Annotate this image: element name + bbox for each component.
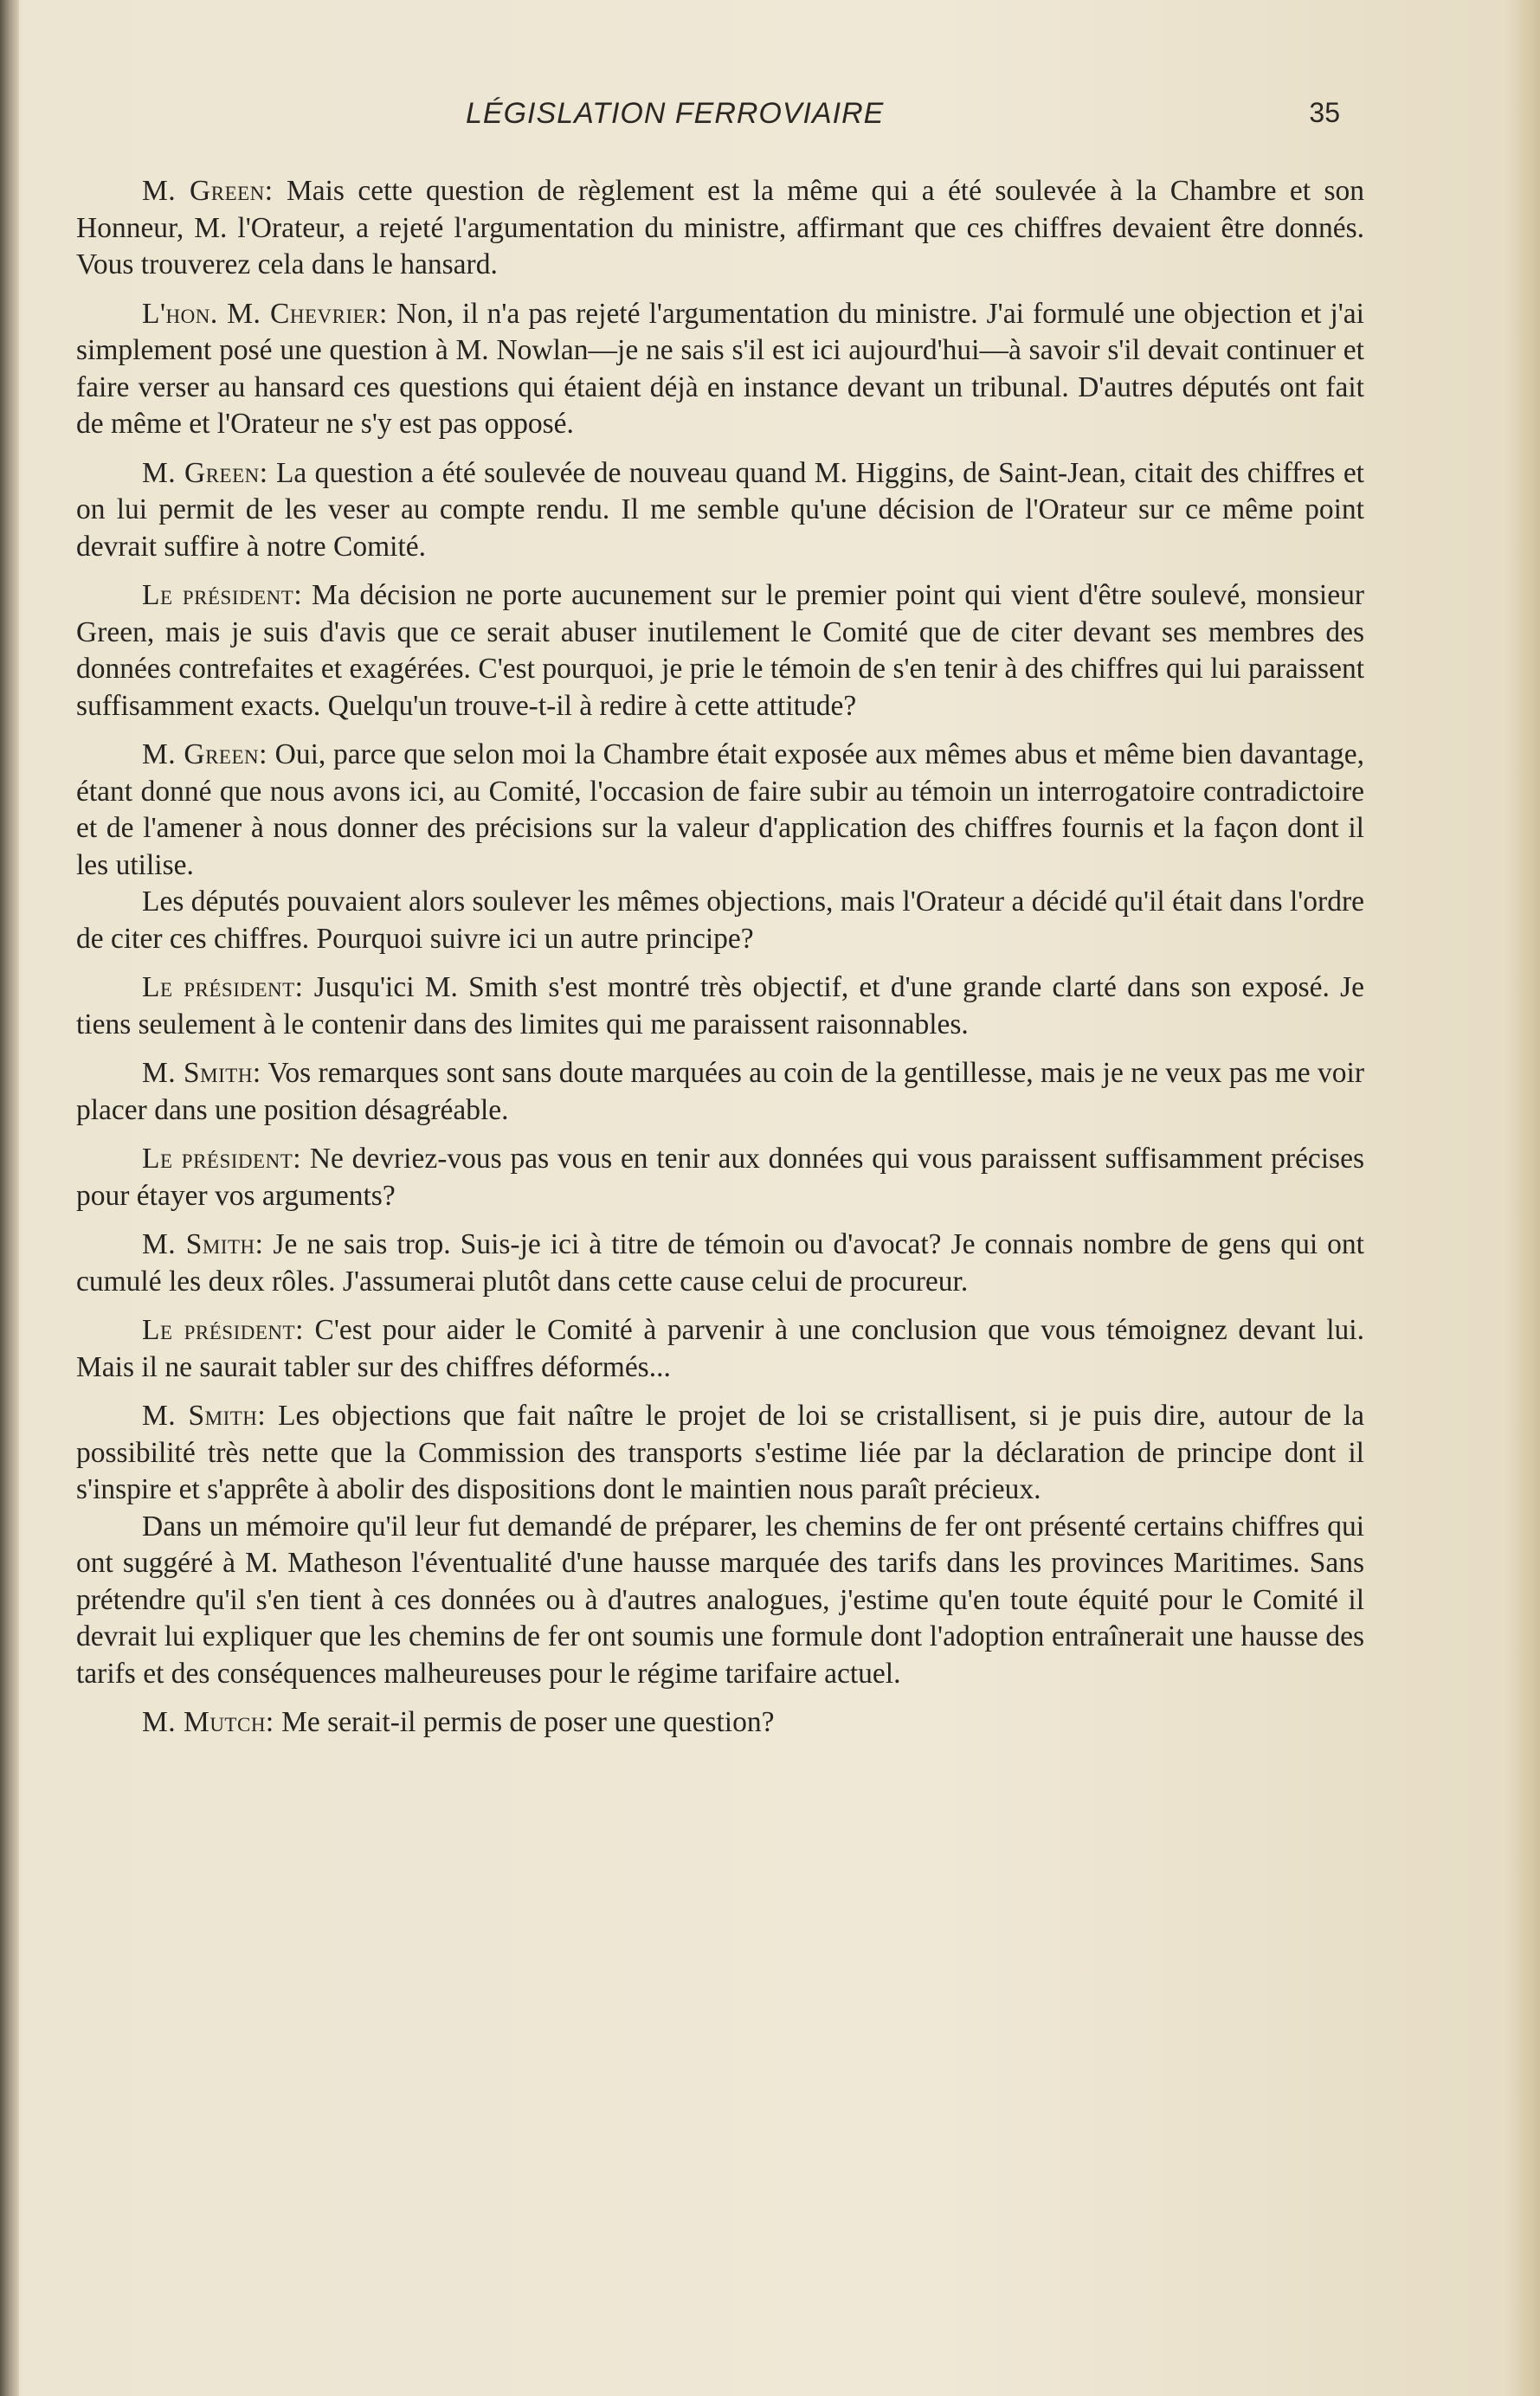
paragraph: [76, 884, 1364, 957]
body-text: [76, 173, 1364, 1754]
paragraph: [76, 1141, 1364, 1214]
paragraph: [76, 1312, 1364, 1386]
paragraph-text: Me serait-il permis de poser une question?: [274, 1706, 775, 1738]
paragraph-text: La question a été soulevée de nouveau quand M. Higgins, de Saint-Jean, citait des chiffres et on lui permit de les veser au compte rendu. Il me semble qu'une décision de l'Orateur sur ce même point devrait suffire à notre Comité.: [76, 456, 1364, 563]
paragraph-text: Je ne sais trop. Suis-je ici à titre de témoin ou d'avocat? Je connais nombre de gens qui ont cumulé les deux rôles. J'assumerai plutôt dans cette cause celui de procureur.: [76, 1228, 1364, 1298]
paragraph: [76, 969, 1364, 1043]
paragraph-text: Jusqu'ici M. Smith s'est montré très objectif, et d'une grande clarté dans son exposé. Je tiens seulement à le contenir dans des limites qui me paraissent raisonnables.: [76, 971, 1364, 1040]
speaker-name: Le président:: [142, 579, 303, 611]
paragraph: [76, 1704, 1364, 1742]
speaker-name: M. Green:: [142, 738, 267, 770]
speaker-name: M. Smith:: [142, 1057, 261, 1089]
paragraph-text: Non, il n'a pas rejeté l'argumentation du ministre. J'ai formulé une objection et j'ai simplement posé une question à M. Nowlan—je ne sais s'il est ici aujourd'hui—à savoir s'il devait continuer et faire verser au hansard ces questions qui étaient déjà en instance devant un tribunal. D'autres députés ont fait de même et l'Orateur ne s'y est pas opposé.: [76, 297, 1364, 440]
paragraph-text: C'est pour aider le Comité à parvenir à une conclusion que vous témoignez devant lui. Mais il ne saurait tabler sur des chiffres déformés...: [76, 1314, 1364, 1383]
speaker-name: Le président:: [142, 1143, 302, 1175]
speaker-name: Le président:: [142, 971, 304, 1003]
paragraph: [76, 455, 1364, 566]
speaker-name: Le président:: [142, 1314, 304, 1346]
paragraph: [76, 737, 1364, 884]
speaker-name: M. Smith:: [142, 1400, 267, 1432]
paragraph-text: Les députés pouvaient alors soulever les mêmes objections, mais l'Orateur a décidé qu'il était dans l'ordre de citer ces chiffres. Pourquoi suivre ici un autre principe?: [76, 886, 1364, 955]
speaker-name: M. Mutch:: [142, 1706, 274, 1738]
paragraph: [76, 1227, 1364, 1300]
page-number: 35: [1309, 97, 1340, 128]
paragraph: [76, 1398, 1364, 1509]
page-binding-edge: [0, 0, 19, 2396]
running-title: LÉGISLATION FERROVIAIRE: [466, 97, 885, 130]
paragraph-text: Ne devriez-vous pas vous en tenir aux données qui vous paraissent suffisamment précises pour étayer vos arguments?: [76, 1143, 1364, 1212]
speaker-name: M. Green:: [142, 456, 268, 489]
paragraph-text: Oui, parce que selon moi la Chambre était exposée aux mêmes abus et même bien davantage, étant donné que nous avons ici, au Comité, l'occasion de faire subir au témoin un interrogatoire contradictoire et de l'amener à nous donner des précisions sur la valeur d'application des chiffres fournis et la façon dont il les utilise.: [76, 738, 1365, 881]
speaker-name: M. Green:: [142, 175, 274, 207]
paragraph-text: Vos remarques sont sans doute marquées au coin de la gentillesse, mais je ne veux pas me voir placer dans une position désagréable.: [76, 1057, 1364, 1126]
page-right-edge: [1505, 0, 1540, 2396]
speaker-name: M. Smith:: [142, 1228, 264, 1260]
paragraph: [76, 577, 1364, 725]
paragraph-text: Ma décision ne porte aucunement sur le premier point qui vient d'être soulevé, monsieur Green, mais je suis d'avis que ce serait abuser inutilement le Comité que de citer devant ses membres des données contrefaites et exagérées. C'est pourquoi, je prie le témoin de s'en tenir à des chiffres qui lui paraissent suffisamment exacts. Quelqu'un trouve-t-il à redire à cette attitude?: [76, 579, 1364, 722]
running-header: [76, 97, 1357, 140]
paragraph: [76, 1509, 1364, 1693]
paragraph: [76, 296, 1364, 443]
speaker-name: L'hon. M. Chevrier:: [142, 297, 388, 330]
paragraph-text: Dans un mémoire qu'il leur fut demandé de préparer, les chemins de fer ont présenté certains chiffres qui ont suggéré à M. Matheson l'éventualité d'une hausse marquée des tarifs dans les provinces Maritimes. Sans prétendre qu'il s'en tient à ces données ou à d'autres analogues, j'estime qu'en toute équité pour le Comité il devrait lui expliquer que les chemins de fer ont soumis une formule dont l'adoption entraînerait une hausse des tarifs et des conséquences malheureuses pour le régime tarifaire actuel.: [76, 1510, 1364, 1690]
paragraph: [76, 173, 1364, 284]
paragraph: [76, 1055, 1364, 1129]
paragraph-text: Mais cette question de règlement est la même qui a été soulevée à la Chambre et son Honneur, M. l'Orateur, a rejeté l'argumentation du ministre, affirmant que ces chiffres devaient être donnés. Vous trouverez cela dans le hansard.: [76, 175, 1364, 280]
paragraph-text: Les objections que fait naître le projet de loi se cristallisent, si je puis dire, autour de la possibilité très nette que la Commission des transports s'estime liée par la déclaration de principe dont il s'inspire et s'apprête à abolir des dispositions dont le maintien nous paraît précieux.: [76, 1400, 1364, 1505]
